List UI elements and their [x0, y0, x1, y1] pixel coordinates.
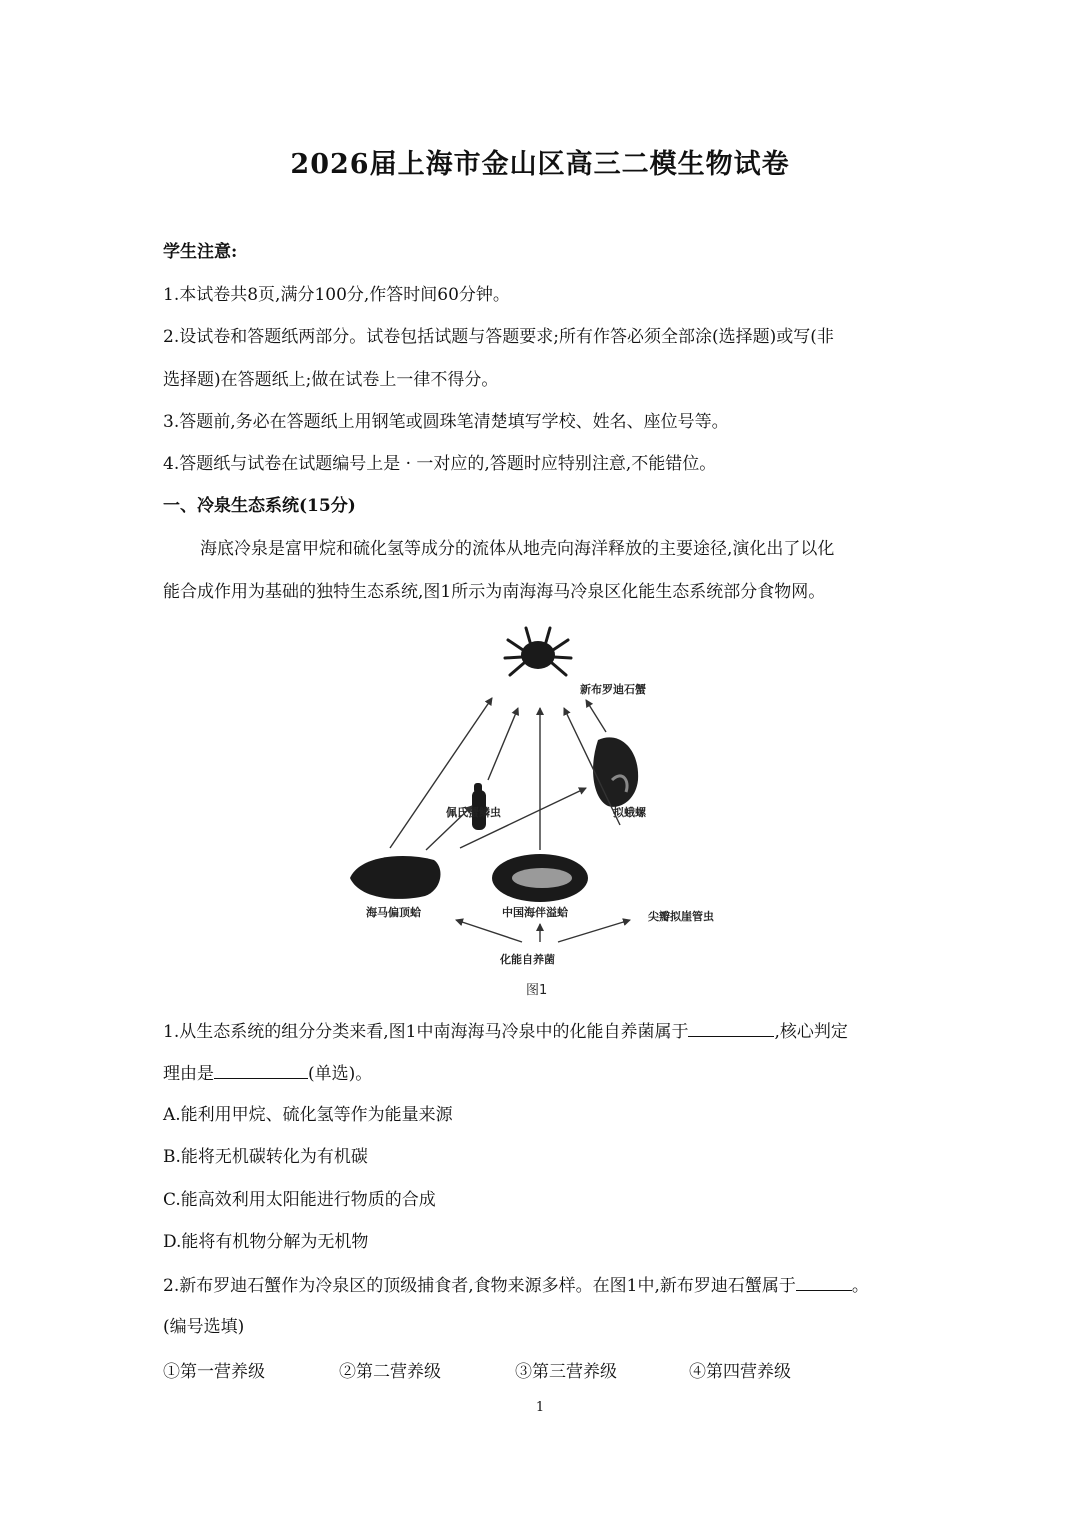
food-web-figure [330, 620, 750, 1005]
question-1-cont: 理由是 (单选)。 [163, 1061, 372, 1086]
notice-item: 3.答题前,务必在答题纸上用钢笔或圆珠笔清楚填写学校、姓名、座位号等。 [163, 412, 729, 432]
section-intro: 能合成作用为基础的独特生态系统,图1所示为南海海马冷泉区化能生态系统部分食物网。 [163, 582, 826, 602]
clam-icon [492, 854, 588, 902]
q2-option-2: ②第二营养级 [339, 1362, 441, 1382]
notice-item: 4.答题纸与试卷在试题编号上是 · 一对应的,答题时应特别注意,不能错位。 [163, 454, 717, 474]
section-intro: 海底冷泉是富甲烷和硫化氢等成分的流体从地壳向海洋释放的主要途径,演化出了以化 [200, 539, 835, 559]
q1-option-d: D.能将有机物分解为无机物 [163, 1232, 369, 1252]
notice-heading: 学生注意: [163, 242, 238, 262]
label-crab: 新布罗迪石蟹 [580, 683, 646, 696]
label-tubeworm: 尖瓣拟崖管虫 [648, 910, 714, 923]
notice-item: 2.设试卷和答题纸两部分。试卷包括试题与答题要求;所有作答必须全部涂(选择题)或写(非 [163, 327, 834, 347]
q2-option-3: ③第三营养级 [515, 1362, 617, 1382]
q2-options [163, 1357, 923, 1383]
mussel-icon [350, 856, 440, 899]
label-snail: 拟蛾螺 [613, 806, 646, 819]
label-mussel: 海马偏顶蛤 [366, 906, 421, 919]
q1-option-c: C.能高效利用太阳能进行物质的合成 [163, 1190, 436, 1210]
question-2-note: (编号选填) [163, 1317, 245, 1337]
label-worm: 佩氏蟹鳞虫 [446, 806, 501, 819]
q1-option-a: A.能利用甲烷、硫化氢等作为能量来源 [163, 1105, 453, 1125]
notice-item: 选择题)在答题纸上;做在试卷上一律不得分。 [163, 370, 499, 390]
question-2: 2.新布罗迪石蟹作为冷泉区的顶级捕食者,食物来源多样。在图1中,新布罗迪石蟹属于 。 [163, 1273, 869, 1298]
answer-blank-1b[interactable] [214, 1061, 308, 1079]
q1-option-b: B.能将无机碳转化为有机碳 [163, 1147, 368, 1167]
figure-caption: 图1 [526, 983, 548, 998]
page-number: 1 [535, 1400, 545, 1415]
section-heading: 一、冷泉生态系统(15分) [163, 496, 356, 516]
q2-option-1: ①第一营养级 [163, 1362, 265, 1382]
label-clam: 中国海伴溢蛤 [502, 906, 568, 919]
notice-item: 1.本试卷共8页,满分100分,作答时间60分钟。 [163, 285, 510, 305]
question-1: 1.从生态系统的组分分类来看,图1中南海海马冷泉中的化能自养菌属于 ,核心判定 [163, 1019, 848, 1044]
snail-icon [593, 737, 638, 806]
answer-blank-1a[interactable] [688, 1019, 774, 1037]
answer-blank-2[interactable] [796, 1273, 852, 1291]
q2-option-4: ④第四营养级 [689, 1362, 791, 1382]
page-title: 2026届上海市金山区高三二模生物试卷 [290, 149, 790, 180]
label-bacteria: 化能自养菌 [500, 953, 555, 966]
crab-icon [505, 628, 571, 675]
